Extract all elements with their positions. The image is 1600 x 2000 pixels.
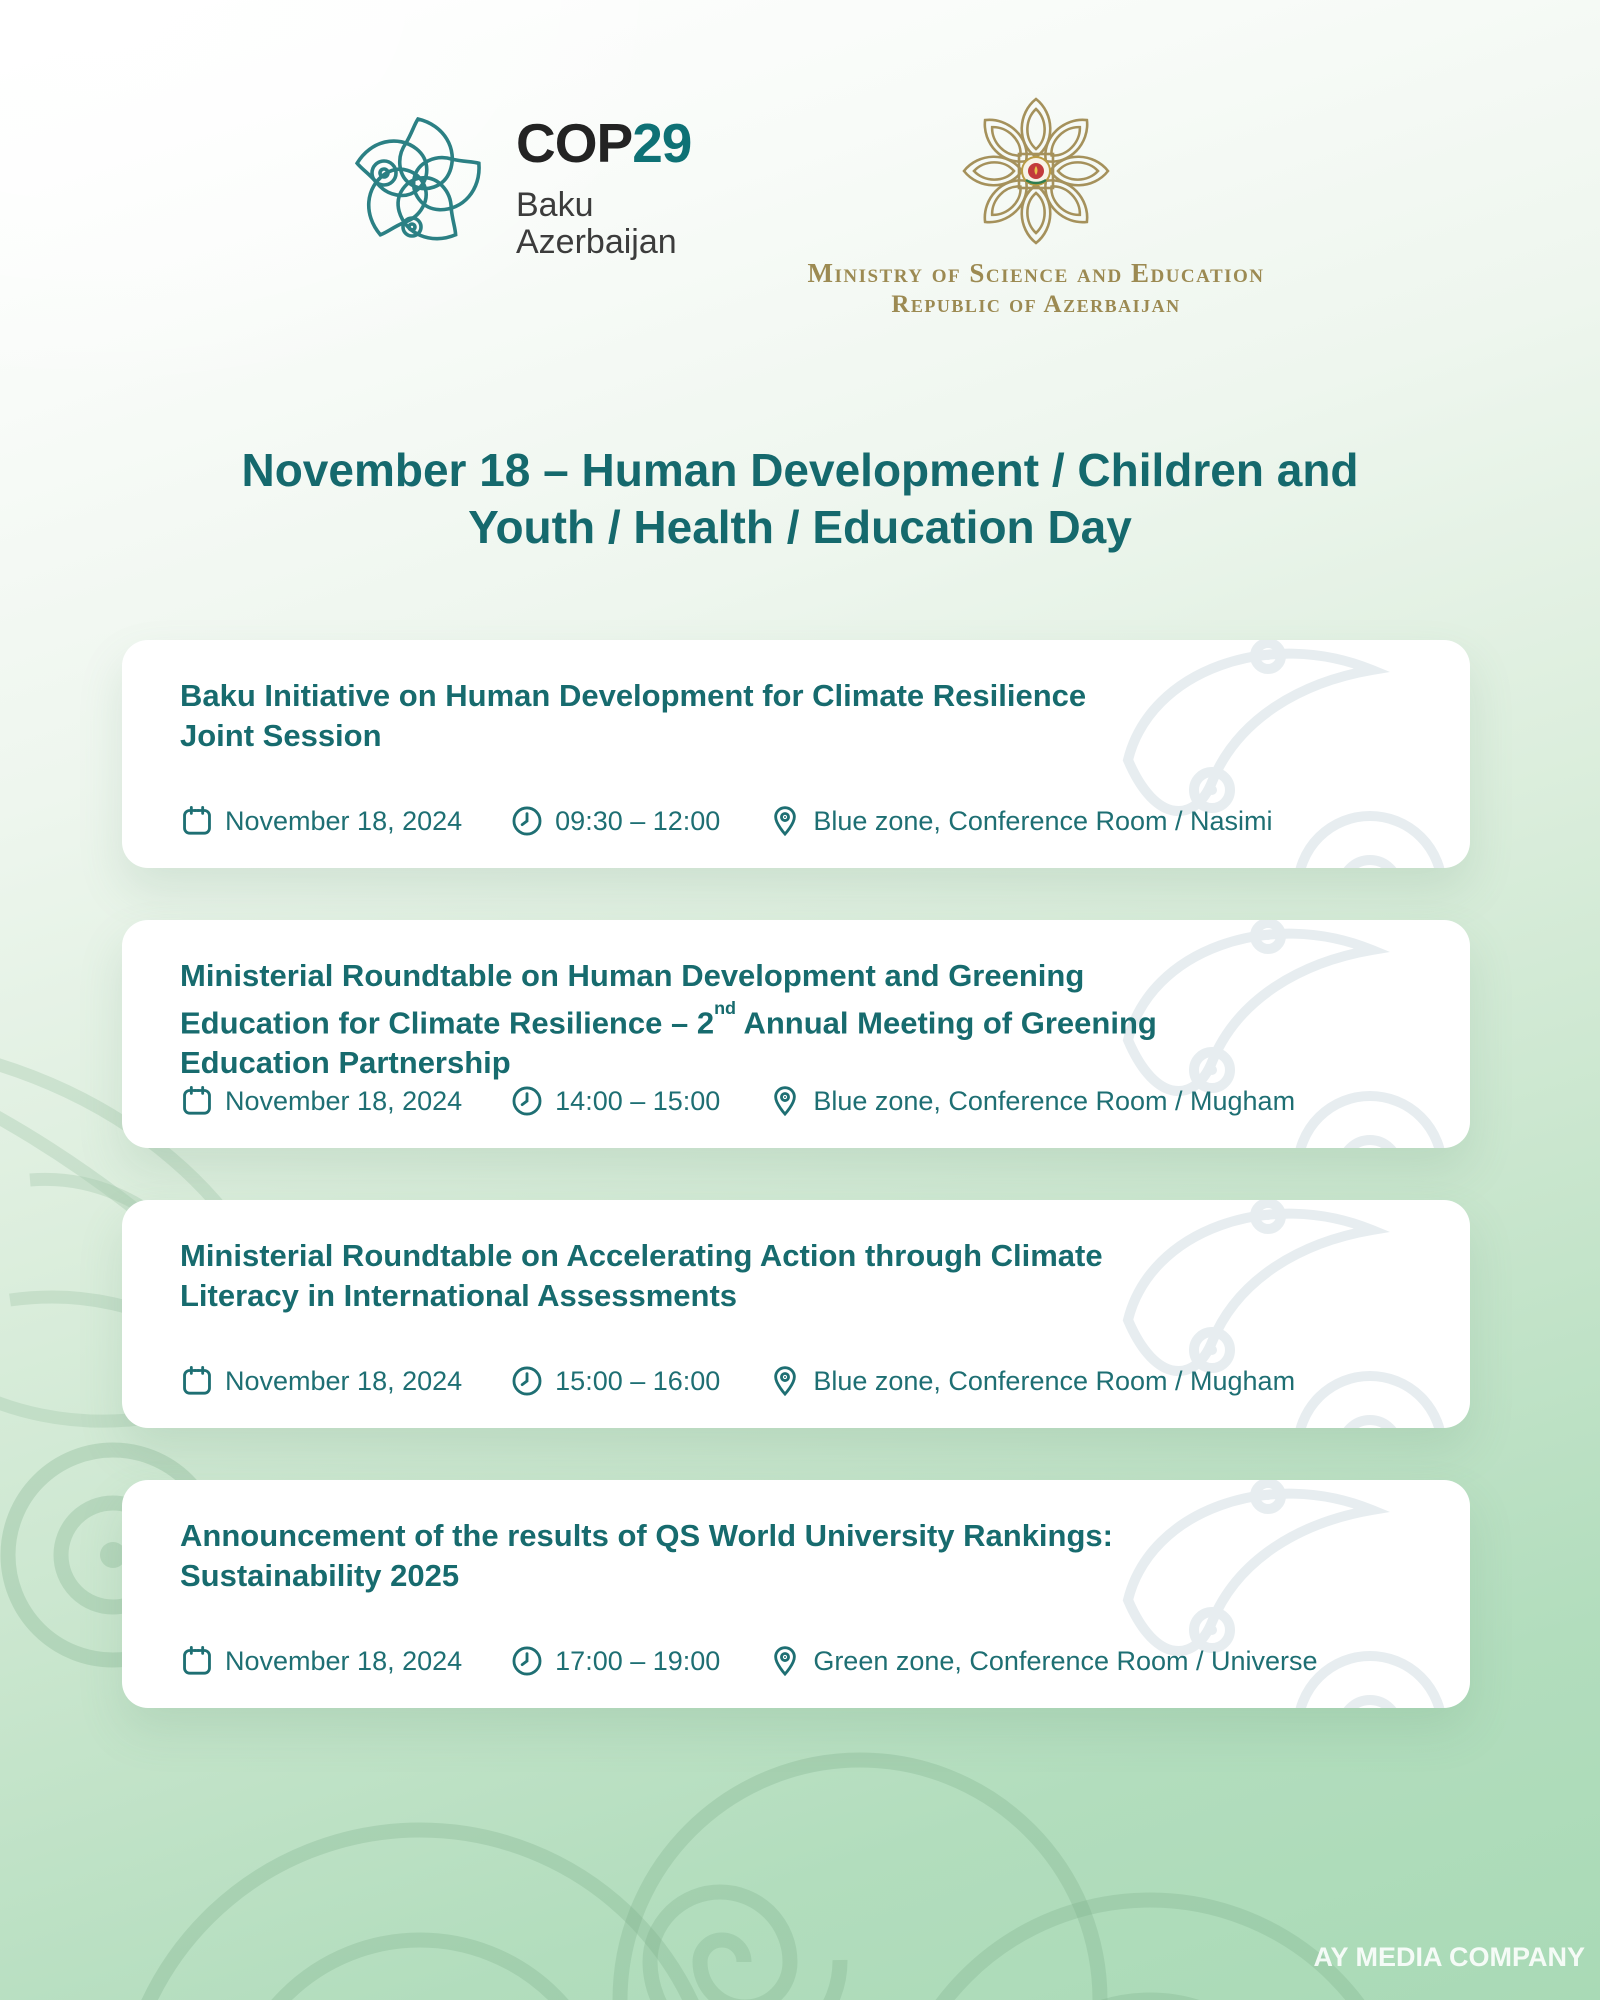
event-card-1 xyxy=(122,640,1470,868)
event-title-line: Literacy in International Assessments xyxy=(180,1278,738,1313)
event-location xyxy=(768,1644,1317,1678)
event-time xyxy=(510,1084,720,1118)
media-company-watermark: AY MEDIA COMPANY xyxy=(1313,1942,1585,1972)
event-title-line: Joint Session xyxy=(180,718,382,753)
calendar-icon xyxy=(180,1084,214,1118)
cop29-logo-text xyxy=(516,112,692,261)
ministry-flower-emblem-icon xyxy=(961,96,1111,246)
event-title-segment: Education for Climate Resilience – 2 xyxy=(180,1005,715,1041)
event-title-line: Education Partnership xyxy=(180,1045,511,1081)
event-date-text: November 18, 2024 xyxy=(225,1645,463,1676)
clock-icon xyxy=(510,1364,544,1398)
calendar-icon xyxy=(180,804,214,838)
page-title xyxy=(0,442,1600,556)
ministry-country: Republic of Azerbaijan xyxy=(891,291,1181,318)
event-title-line: Baku Initiative on Human Development for Climate Resilience xyxy=(180,678,1087,713)
event-time xyxy=(510,1644,720,1678)
event-date xyxy=(180,1364,462,1398)
location-pin-icon xyxy=(768,804,802,838)
event-time xyxy=(510,1364,720,1398)
event-meta xyxy=(180,1084,1440,1118)
event-location-text: Blue zone, Conference Room / Mugham xyxy=(813,1365,1296,1396)
event-location xyxy=(768,1364,1295,1398)
event-meta xyxy=(180,804,1440,838)
cop29-wordmark xyxy=(516,112,692,174)
event-title-line: Sustainability 2025 xyxy=(180,1558,460,1593)
event-location-text: Green zone, Conference Room / Universe xyxy=(813,1645,1318,1676)
ministry-logo xyxy=(780,96,1292,319)
event-title xyxy=(180,1236,1350,1316)
cop29-year: 29 xyxy=(632,112,692,174)
event-title-line: Ministerial Roundtable on Human Development and Greening xyxy=(180,958,1085,993)
location-pin-icon xyxy=(768,1084,802,1118)
location-pin-icon xyxy=(768,1644,802,1678)
cop29-country: Azerbaijan xyxy=(516,223,677,261)
event-location-text: Blue zone, Conference Room / Nasimi xyxy=(813,805,1273,836)
cop29-buta-emblem-icon xyxy=(345,110,491,256)
event-time-text: 14:00 – 15:00 xyxy=(555,1085,721,1116)
event-title-segment: Annual Meeting of Greening xyxy=(736,1005,1157,1041)
calendar-icon xyxy=(180,1364,214,1398)
event-title-line: Announcement of the results of QS World University Rankings: xyxy=(180,1518,1113,1553)
event-time-text: 09:30 – 12:00 xyxy=(555,805,721,836)
event-meta xyxy=(180,1644,1440,1678)
cop29-city: Baku xyxy=(516,186,594,224)
event-time-text: 15:00 – 16:00 xyxy=(555,1365,721,1396)
calendar-icon xyxy=(180,1644,214,1678)
event-location xyxy=(768,804,1272,838)
page-title-line2: Youth / Health / Education Day xyxy=(468,501,1132,553)
event-date-text: November 18, 2024 xyxy=(225,1085,463,1116)
event-location-text: Blue zone, Conference Room / Mugham xyxy=(813,1085,1296,1116)
event-title xyxy=(180,676,1350,756)
location-pin-icon xyxy=(768,1364,802,1398)
event-time xyxy=(510,804,720,838)
event-card-2 xyxy=(122,920,1470,1148)
event-title xyxy=(180,956,1350,1083)
event-card-4 xyxy=(122,1480,1470,1708)
cop-text: COP xyxy=(516,112,633,174)
event-date xyxy=(180,1644,462,1678)
event-date xyxy=(180,804,462,838)
ministry-name: Ministry of Science and Education xyxy=(807,258,1265,288)
event-location xyxy=(768,1084,1295,1118)
event-date-text: November 18, 2024 xyxy=(225,1365,463,1396)
event-title xyxy=(180,1516,1350,1596)
event-meta xyxy=(180,1364,1440,1398)
event-title-line xyxy=(180,996,1350,1043)
clock-icon xyxy=(510,1084,544,1118)
event-title-line: Ministerial Roundtable on Accelerating Action through Climate xyxy=(180,1238,1103,1273)
page-title-line1: November 18 – Human Development / Children and xyxy=(241,444,1359,496)
ordinal-superscript: nd xyxy=(714,997,737,1018)
event-date-text: November 18, 2024 xyxy=(225,805,463,836)
event-card-3 xyxy=(122,1200,1470,1428)
clock-icon xyxy=(510,804,544,838)
event-time-text: 17:00 – 19:00 xyxy=(555,1645,721,1676)
clock-icon xyxy=(510,1644,544,1678)
event-date xyxy=(180,1084,462,1118)
